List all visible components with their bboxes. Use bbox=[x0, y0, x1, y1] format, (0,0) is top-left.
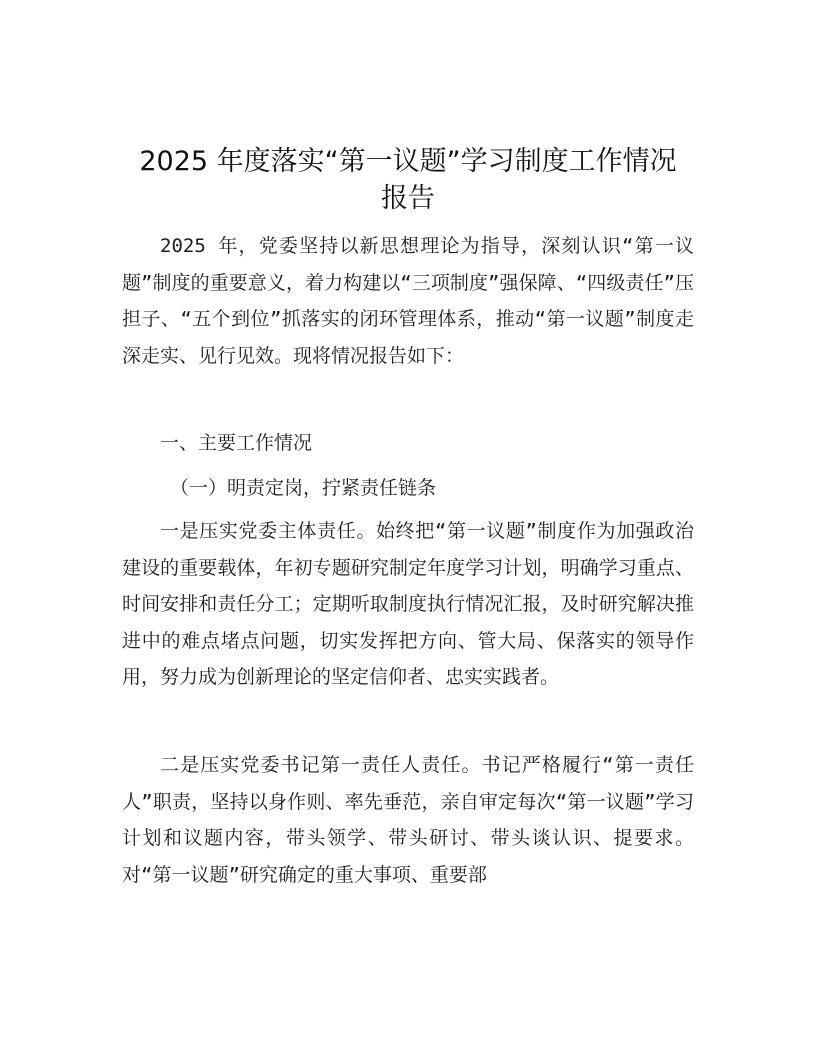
section-heading-main-work: 一、主要工作情况 bbox=[160, 432, 313, 454]
paragraph-secretary-responsibility: 二是压实党委书记第一责任人责任。书记严格履行“第一责任人”职责，坚持以身作则、率先垂范，亲自审定每次“第一议题”学习计划和议题内容，带头领学、带头研讨、带头谈认识、提要求。对“第一议题”研究确定的重大事项、重要部 bbox=[122, 754, 694, 886]
intro-paragraph: 2025 年，党委坚持以新思想理论为指导，深刻认识“第一议题”制度的重要意义，着力构建以“三项制度”强保障、“四级责任”压担子、“五个到位”抓落实的闭环管理体系，推动“第一议题”制度走深走实、见行见效。现将情况报告如下： bbox=[122, 235, 694, 367]
document-title-line-2: 报告 bbox=[381, 183, 435, 214]
paragraph-party-committee-responsibility: 一是压实党委主体责任。始终把“第一议题”制度作为加强政治建设的重要载体，年初专题研究制定年度学习计划，明确学习重点、时间安排和责任分工；定期听取制度执行情况汇报，及时研究解决推进中的难点堵点问题，切实发挥把方向、管大局、保落实的领导作用，努力成为创新理论的坚定信仰者、忠实实践者。 bbox=[122, 520, 694, 688]
subsection-heading-responsibility: （一）明责定岗，拧紧责任链条 bbox=[170, 477, 437, 499]
document-title-line-1: 2025 年度落实“第一议题”学习制度工作情况 bbox=[139, 146, 677, 177]
